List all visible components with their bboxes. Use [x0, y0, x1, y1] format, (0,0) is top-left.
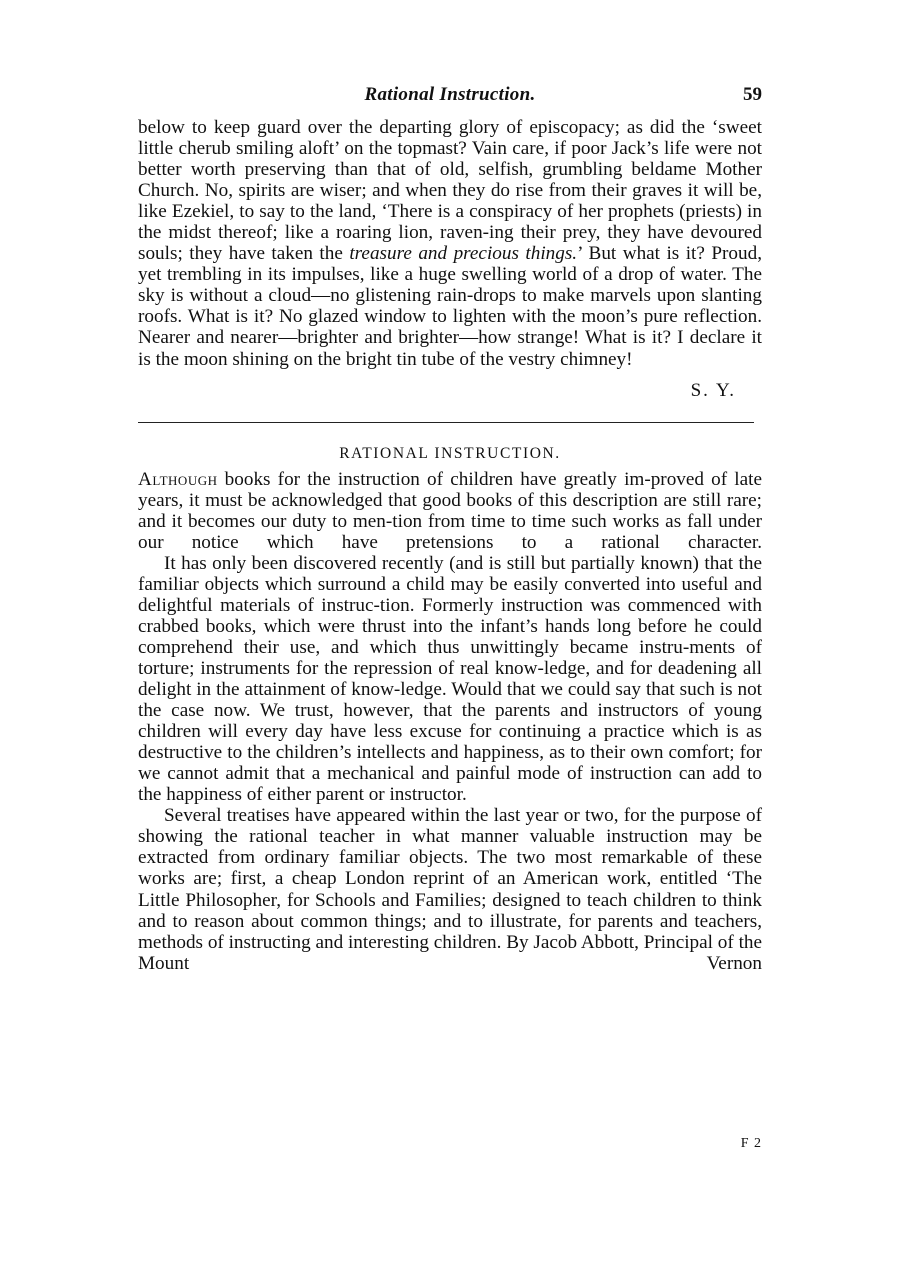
section-divider — [138, 422, 754, 423]
article-paragraph-3: Several treatises have appeared within the last year or two, for the purpose of showing the rational teacher in what manner valuable instruction may be extracted from ordinary familiar objects. The two most remarkable of these works are; first, a cheap London reprint of an American work, entitled ‘The Little Philosopher, for Schools and Families; designed to teach children to think and to reason about common things; and to illustrate, for parents and teachers, methods of instructing and interesting children. By Jacob Abbott, Principal of the Mount Vernon — [138, 805, 763, 974]
running-head — [138, 84, 762, 110]
article-paragraph-1-text: books for the instruction of children have greatly im-proved of late years, it must be acknowledged that good books of this description are still rare; and it becomes our duty to men-tion from time to time such works as fall under our notice which have pretensions to a rational character. — [138, 468, 762, 553]
article-paragraph-2: It has only been discovered recently (and is still but partially known) that the familiar objects which surround a child may be easily converted into useful and delightful materials of instruc-tion. Formerly instruction was commenced with crabbed books, which were thrust into the infant’s hands long before he could comprehend their use, and which thus unwittingly became instru-ments of torture; instruments for the repression of real know-ledge, and for deadening all delight in the attainment of know-ledge. Would that we could say that such is not the case now. We trust, however, that the parents and instructors of young children will every day have less excuse for continuing a practice which is as destructive to the children’s intellects and happiness, as to their own comfort; for we cannot admit that a mechanical and painful mode of instruction can add to the happiness of either parent or instructor. — [138, 552, 762, 806]
drop-lead-word: Although — [138, 468, 218, 490]
author-signature: S. Y. — [690, 379, 736, 401]
top-passage — [138, 117, 762, 370]
text-column — [138, 117, 762, 974]
running-title: Rational Instruction. — [364, 84, 536, 105]
top-passage-emphasis: treasure and precious things. — [349, 243, 578, 265]
printer-signature-mark: F 2 — [740, 1136, 762, 1151]
article-paragraph-1 — [138, 469, 762, 553]
page-number: 59 — [743, 84, 762, 105]
top-passage-text-2: ’ But what is it? Proud, yet trembling in its impulses, like a huge swelling world of a drop of water. The sky is without a cloud—no glistening rain-drops to make marvels upon slanting roofs. What is it? No glazed window to lighten with the moon’s pure reflection. Nearer and nearer—brighter and brighter—how strange! What is it? I declare it is the moon shining on the bright tin tube of the vestry chimney! — [138, 243, 763, 370]
top-passage-text-1: below to keep guard over the departing glory of episcopacy; as did the ‘sweet little cherub smiling aloft’ on the topmast? Vain care, if poor Jack’s life were not better worth preserving than that of old, selfish, grumbling beldame Mother Church. No, spirits are wiser; and when they do rise from their graves it will be, like Ezekiel, to say to the land, ‘There is a conspiracy of her prophets (priests) in the midst thereof; like a roaring lion, raven-ing their prey, they have devoured souls; they have taken the — [138, 117, 762, 265]
article-title: RATIONAL INSTRUCTION. — [339, 444, 561, 462]
